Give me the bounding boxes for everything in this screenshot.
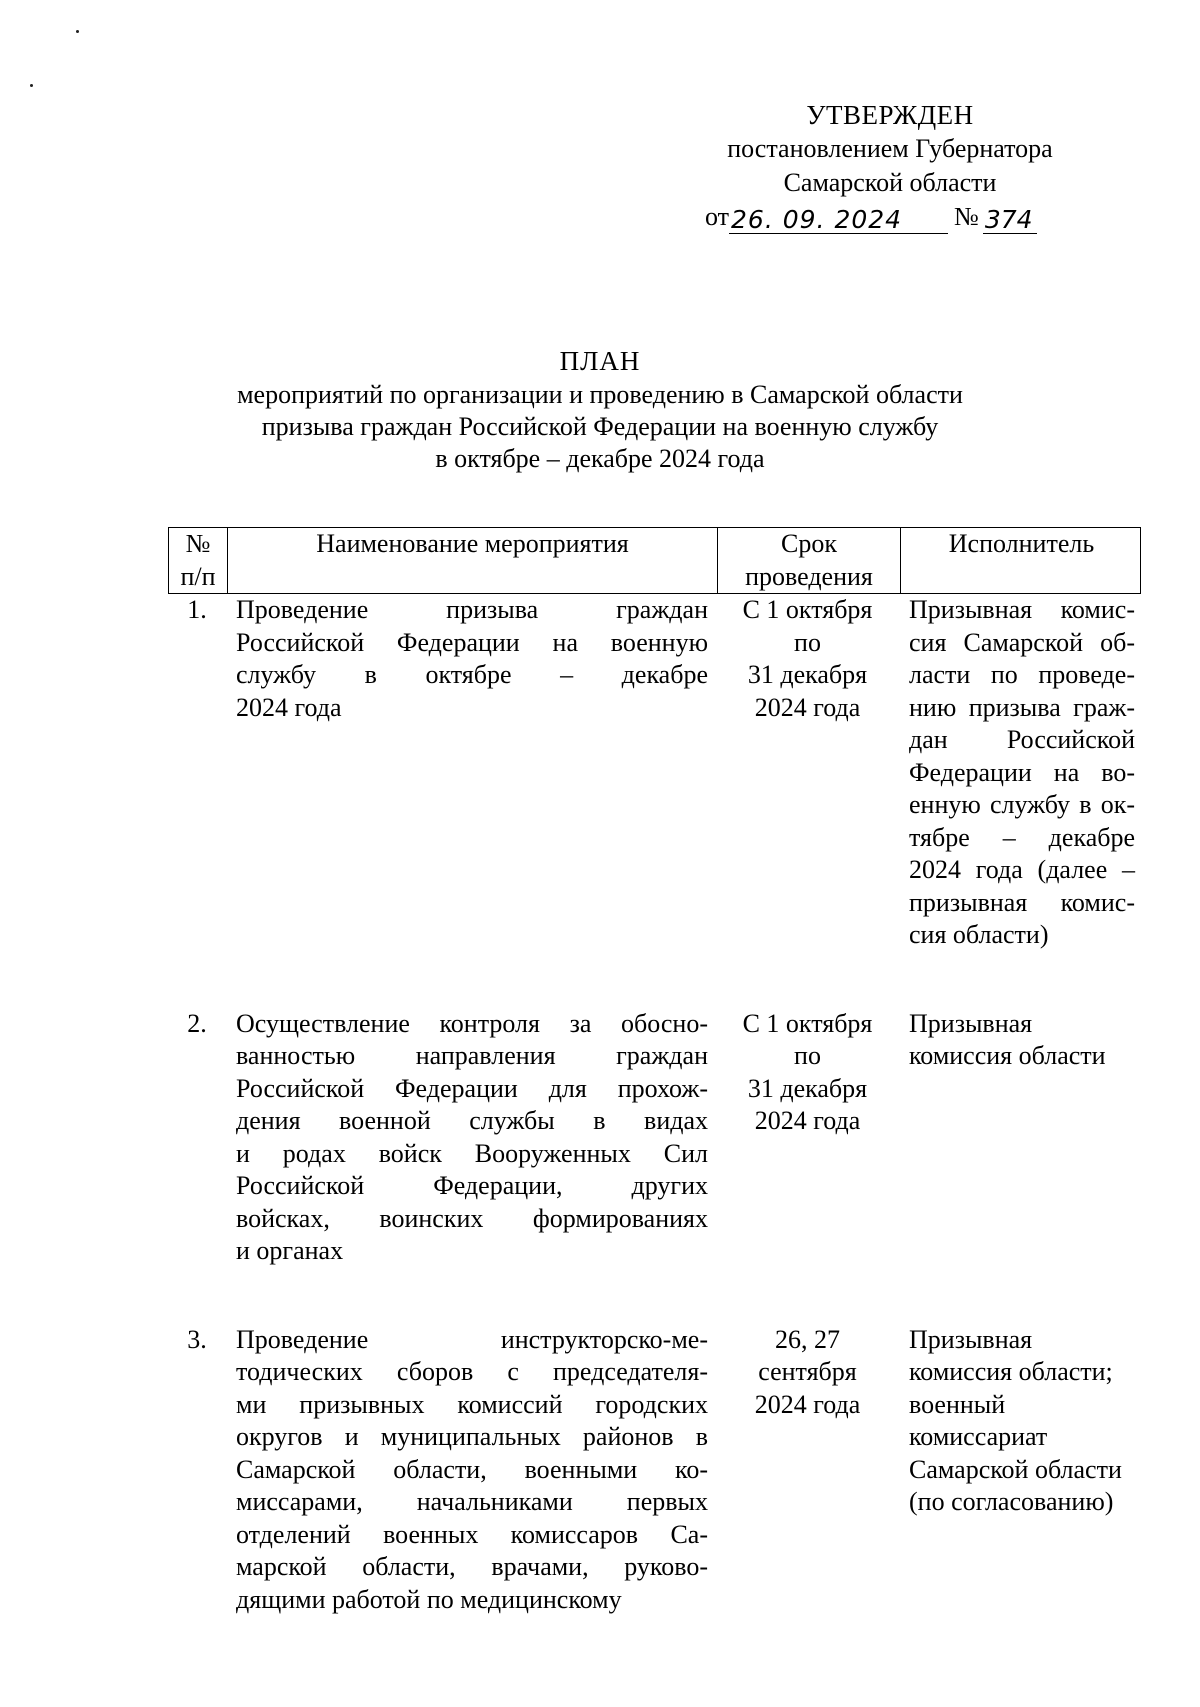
table-row	[168, 594, 1141, 952]
event-name-line: и родах войск Вооруженных Сил	[236, 1138, 708, 1168]
event-name-line: службу в октябре – декабре	[236, 660, 708, 689]
event-executor-line: нию призыва граж-	[909, 692, 1135, 722]
event-executor-line: дан Российской	[909, 725, 1135, 754]
event-term	[716, 594, 899, 952]
event-term-line: 26, 27	[775, 1324, 840, 1354]
event-term-line: 2024 года	[754, 1389, 861, 1419]
event-name-line: дения военной службы в видах	[236, 1106, 708, 1135]
event-name	[226, 1324, 716, 1617]
event-name-line: миссарами, начальниками первых	[236, 1487, 708, 1516]
header-name	[227, 528, 717, 593]
row-number	[168, 1324, 226, 1617]
event-name-line: 2024 года	[236, 692, 342, 722]
event-name-line: тодических сборов с председателя-	[236, 1357, 708, 1386]
event-executor-line: тябре – декабре	[909, 822, 1135, 852]
event-executor	[899, 1008, 1141, 1268]
event-name-line: и органах	[236, 1236, 344, 1265]
header-term	[717, 528, 900, 593]
table-body	[168, 594, 1141, 1616]
event-name-line: округов и муниципальных районов в	[236, 1422, 708, 1451]
event-name-line: Проведение инструкторско-ме-	[236, 1324, 708, 1354]
event-executor-line: сия области)	[909, 920, 1049, 949]
event-name-line: ванностью направления граждан	[236, 1041, 708, 1070]
handwritten-date: 26. 09. 2024	[729, 207, 948, 234]
approval-date-number-line	[690, 200, 1090, 234]
approval-title: УТВЕРЖДЕН	[806, 100, 974, 130]
event-executor-line: ласти по проведе-	[909, 660, 1135, 689]
event-name	[226, 594, 716, 952]
row-number-text: 3.	[187, 1324, 207, 1354]
event-term	[716, 1324, 899, 1617]
event-term-line: 2024 года	[754, 1106, 861, 1135]
event-executor-line: комиссариат	[909, 1422, 1048, 1451]
event-executor-line: сия Самарской об-	[909, 627, 1135, 657]
event-term-line: 31 декабря	[747, 1073, 868, 1103]
event-name-line: Российской Федерации для прохож-	[236, 1073, 708, 1103]
approval-line-1: постановлением Губернатора	[727, 134, 1053, 163]
event-executor-line: (по согласованию)	[909, 1487, 1114, 1516]
event-name-line: отделений военных комиссаров Са-	[236, 1519, 708, 1549]
event-term-line: по	[794, 627, 821, 657]
plan-table	[168, 527, 1141, 1616]
event-executor	[899, 1324, 1141, 1617]
header-num-line: п/п	[180, 561, 216, 591]
row-number	[168, 1008, 226, 1268]
heading-line-2: призыва граждан Российской Федерации на военную службу	[261, 412, 939, 441]
event-name	[226, 1008, 716, 1268]
event-name-line: Самарской области, военными ко-	[236, 1454, 708, 1484]
event-name-line: ми призывных комиссий городских	[236, 1389, 708, 1419]
event-name-line: Проведение призыва граждан	[236, 595, 708, 624]
heading-line-1: мероприятий по организации и проведению в Самарской области	[237, 380, 963, 409]
handwritten-number: 374	[983, 207, 1037, 234]
row-number	[168, 594, 226, 952]
event-executor-line: Призывная комис-	[909, 595, 1135, 624]
event-name-line: Российской Федерации на военную	[236, 627, 708, 657]
event-executor-line: Самарской области	[909, 1454, 1122, 1484]
event-executor-line: комиссия области	[909, 1041, 1106, 1070]
event-name-line: Осуществление контроля за обосно-	[236, 1008, 708, 1038]
event-name-line: марской области, врачами, руково-	[236, 1552, 708, 1581]
scan-speck	[76, 30, 79, 33]
approval-line-2: Самарской области	[783, 168, 997, 197]
table-row	[168, 1008, 1141, 1268]
header-num-line: №	[185, 529, 211, 558]
event-executor-line: Призывная	[909, 1324, 1033, 1354]
event-term-line: С 1 октября	[742, 595, 873, 624]
header-executor	[900, 528, 1142, 593]
header-name-line: Наименование мероприятия	[316, 529, 629, 558]
event-name-line: дящими работой по медицинскому	[236, 1584, 622, 1614]
table-header	[168, 527, 1141, 594]
event-name-line: войсках, воинских формированиях	[236, 1203, 708, 1233]
event-term-line: 2024 года	[754, 692, 861, 722]
header-executor-line: Исполнитель	[948, 529, 1095, 558]
event-term-line: С 1 октября	[742, 1008, 873, 1038]
event-executor-line: Призывная	[909, 1008, 1033, 1038]
scan-speck	[30, 84, 33, 87]
row-number-text: 1.	[187, 595, 207, 624]
event-term-line: по	[794, 1041, 821, 1070]
plan-title: ПЛАН	[559, 346, 641, 376]
event-term-line: сентября	[758, 1357, 857, 1386]
header-term-line: проведения	[745, 561, 873, 591]
event-executor-line: Федерации на во-	[909, 757, 1135, 787]
table-row	[168, 1324, 1141, 1617]
event-executor-line: комиссия области;	[909, 1357, 1113, 1386]
header-num	[169, 528, 227, 593]
number-prefix: №	[954, 202, 979, 231]
header-term-line: Срок	[781, 529, 837, 558]
event-term-line: 31 декабря	[747, 660, 868, 689]
document-heading	[120, 345, 1080, 475]
row-number-text: 2.	[187, 1008, 207, 1038]
event-executor-line: 2024 года (далее –	[909, 855, 1135, 884]
event-name-line: Российской Федерации, других	[236, 1171, 708, 1200]
event-executor-line: енную службу в ок-	[909, 790, 1135, 819]
event-executor-line: военный	[909, 1389, 1006, 1419]
date-prefix: от	[705, 202, 730, 231]
event-term	[716, 1008, 899, 1268]
heading-line-3: в октябре – декабре 2024 года	[435, 444, 765, 473]
approval-block	[690, 98, 1090, 234]
event-executor	[899, 594, 1141, 952]
event-executor-line: призывная комис-	[909, 887, 1135, 917]
